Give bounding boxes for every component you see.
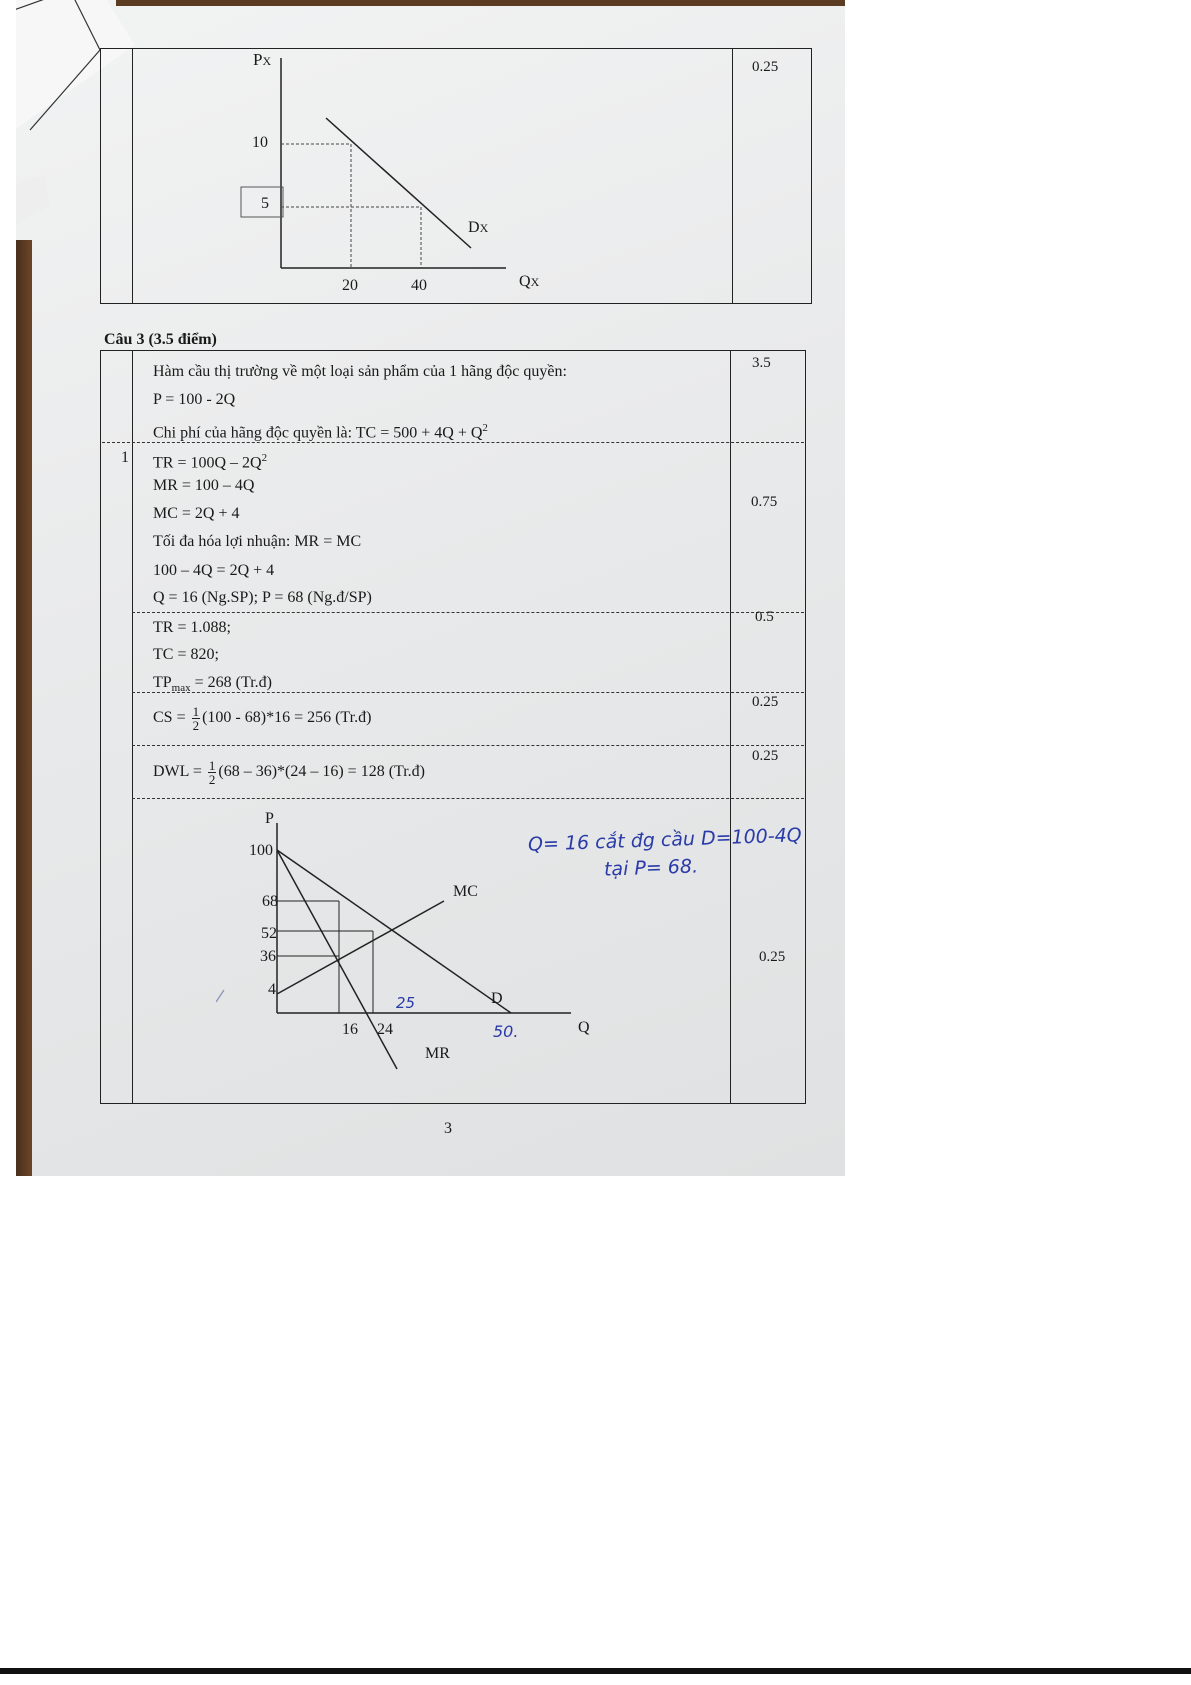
table-edge-left <box>16 240 32 1176</box>
q3-graph-mr-label: MR <box>425 1045 450 1062</box>
q3-graph-d-label: D <box>491 990 503 1007</box>
q3-intro-line3: Chi phí của hãng độc quyền là: TC = $500 + 4Q + Q^2$ <box>153 422 488 442</box>
q3-part3-score: 0.25 <box>752 694 779 710</box>
q3-graph-score: 0.25 <box>759 949 786 965</box>
q3-part3-cs: CS = $\frac{1}{2}$ (100 - 68)*16 = 256 (Tr.đ) <box>153 703 372 733</box>
table-edge-top <box>116 0 845 6</box>
q3-graph-mc-label: MC <box>453 883 478 900</box>
q2-x-tick-20: 20 <box>342 277 358 294</box>
q3-heading: Câu 3 (3.5 điểm) <box>104 331 217 348</box>
q2-demand-label: DX <box>468 219 489 236</box>
photographed-page <box>16 0 845 1176</box>
q3-graph-tick-68: 68 <box>262 893 278 910</box>
q2-x-tick-40: 40 <box>411 277 427 294</box>
fraction: $\frac{1}{2}$ <box>192 703 200 733</box>
q3-part4-dwl: DWL = $\frac{1}{2}$ (68 – 36)*(24 – 16) = 128 (Tr.đ) <box>153 757 426 787</box>
q3-graph-tick-16: 16 <box>342 1021 358 1038</box>
q3-part1-score: 0.75 <box>751 494 778 510</box>
q3-part1-equation: 100 – 4Q = 2Q + 4 <box>153 562 275 579</box>
q3-part1-index: 1 <box>121 449 129 466</box>
page-number: 3 <box>444 1120 452 1137</box>
q3-intro-line1: Hàm cầu thị trường về một loại sản phẩm của 1 hãng độc quyền: <box>153 363 567 380</box>
q3-graph-tick-36: 36 <box>260 948 276 965</box>
q3-part4-score: 0.25 <box>752 748 779 764</box>
handwritten-note-line1: Q= 16 cắt đg cầu D=100-4Q <box>527 824 803 856</box>
q2-y-tick-5: 5 <box>261 195 269 212</box>
q3-graph-x-label: Q <box>578 1019 590 1036</box>
q3-graph-tick-4: 4 <box>268 981 276 998</box>
q2-y-tick-10: 10 <box>252 134 268 151</box>
q3-part2-score: 0.5 <box>755 609 774 625</box>
handwritten-note-line2: tại P= 68. <box>603 855 699 881</box>
fraction: $\frac{1}{2}$ <box>208 757 216 787</box>
q3-part1-tr: TR = $100Q - 2Q^2$ <box>153 452 268 472</box>
q3-part2-tpmax: $TP_{max} = 268$ (Tr.đ) <box>153 674 272 695</box>
bottom-rule <box>0 1668 1191 1674</box>
q2-x-label: QX <box>519 273 540 290</box>
q2-y-label: PX <box>253 50 272 69</box>
q3-part1-mr: MR = 100 – 4Q <box>153 477 255 494</box>
handwritten-mark-25: 25 <box>396 994 416 1012</box>
q3-part2-tc: TC = 820; <box>153 646 219 663</box>
q3-graph-tick-100: 100 <box>249 842 273 859</box>
q3-part1-rule: Tối đa hóa lợi nhuận: MR = MC <box>153 533 362 550</box>
q3-graph-tick-24: 24 <box>377 1021 393 1038</box>
handwritten-mark-50: 50. <box>493 1022 519 1041</box>
q3-graph-y-label: P <box>265 810 274 827</box>
q3-intro-score: 3.5 <box>752 355 771 371</box>
q3-part1-result: Q = 16 (Ng.SP); P = 68 (Ng.đ/SP) <box>153 589 372 606</box>
q3-part1-mc: MC = 2Q + 4 <box>153 505 240 522</box>
q2-score: 0.25 <box>752 59 779 75</box>
q3-graph-tick-52: 52 <box>261 925 277 942</box>
q2-demand-graph <box>216 48 576 304</box>
q3-part2-tr: TR = 1.088; <box>153 619 231 636</box>
q3-intro-line2: P = 100 - 2Q <box>153 391 236 408</box>
